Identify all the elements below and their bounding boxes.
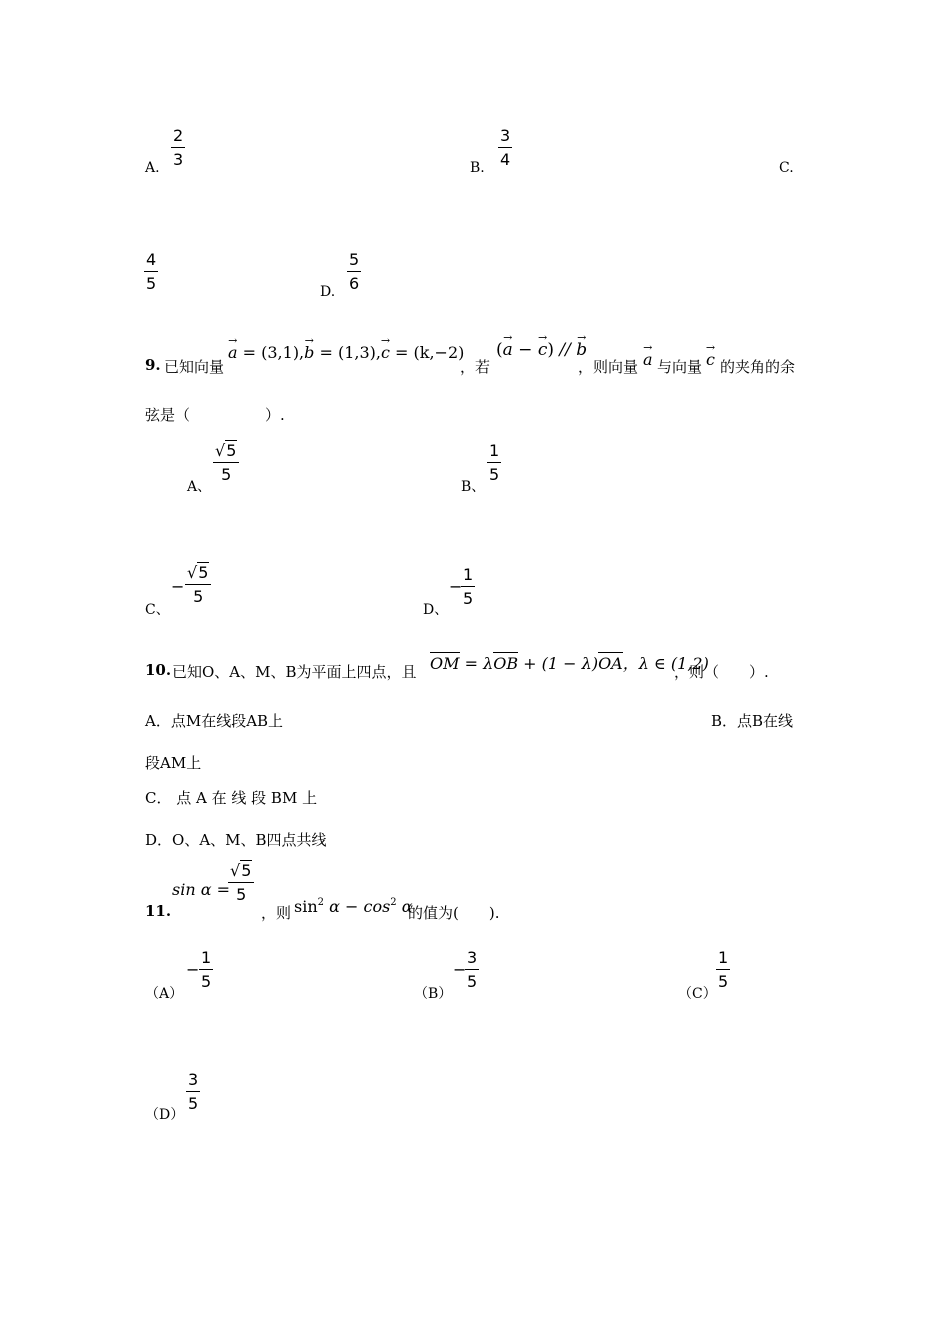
q9-if: ，若: [460, 358, 491, 376]
q11-number: 11.: [145, 902, 172, 920]
q9-vectors-formula: → a = (3,1),→ b = (1,3),→ c = (k,−2): [228, 343, 464, 362]
q9-option-d-minus: −: [449, 577, 463, 596]
q9-stem-1: 已知向量: [164, 358, 225, 376]
q10-option-b: B．点B在线: [711, 712, 794, 730]
q11-option-c-fraction: 1 5: [718, 948, 729, 991]
q9-stem-2: ，则向量: [578, 358, 639, 376]
q9-option-c-minus: −: [171, 577, 185, 596]
q8-option-a-fraction: 2 3: [173, 126, 184, 169]
q11-stem-2: 的值为( ).: [408, 904, 500, 922]
q9-option-b-label: B、: [461, 479, 486, 495]
q11-option-a-minus: −: [186, 960, 200, 979]
q11-given-fraction: √5 5: [228, 863, 254, 903]
q9-stem-4: 的夹角的余: [720, 358, 796, 376]
q8-option-b-fraction: 3 4: [500, 126, 511, 169]
q10-option-d: D．O、A、M、B四点共线: [145, 831, 327, 849]
q11-sin-alpha: sin α =: [172, 880, 231, 899]
q9-number: 9.: [145, 356, 161, 374]
q10-option-b-cont: 段AM上: [145, 754, 202, 772]
q8-option-c-fraction: 4 5: [146, 250, 157, 293]
q11-stem-1: ，则: [261, 904, 292, 922]
q9-stem-5: 弦是（ ）.: [145, 406, 285, 424]
q10-stem-2: ，则（ ）.: [674, 663, 769, 681]
q11-option-d-fraction: 3 5: [188, 1070, 199, 1113]
q11-option-b-minus: −: [453, 960, 467, 979]
q9-stem-3: 与向量: [657, 358, 703, 376]
q10-option-a: A．点M在线段AB上: [145, 712, 284, 730]
q8-option-c-label: C.: [779, 160, 794, 176]
q9-option-d-fraction: 1 5: [463, 565, 474, 608]
q9-option-d-label: D、: [423, 602, 449, 618]
q9-option-a-fraction: √5 5: [213, 443, 239, 483]
q10-option-c: C． 点 A 在 线 段 BM 上: [145, 789, 318, 807]
q9-condition-formula: (→ a − → c) // → b: [496, 340, 587, 360]
q11-option-d-label: （D）: [145, 1107, 185, 1123]
q10-number: 10.: [145, 661, 172, 679]
q9-option-b-fraction: 1 5: [489, 441, 500, 484]
q9-option-c-fraction: √5 5: [185, 565, 211, 605]
q8-option-a-label: A.: [145, 160, 160, 176]
q10-stem-1: 已知O、A、M、B为平面上四点，且: [172, 663, 417, 681]
q11-option-b-fraction: 3 5: [467, 948, 478, 991]
q11-option-a-fraction: 1 5: [201, 948, 212, 991]
q11-option-a-label: （A）: [145, 986, 184, 1002]
q11-expression: $\sin^2 \alpha - \cos^2 \alpha$: [294, 897, 413, 916]
q10-formula: OM = λOB + (1 − λ)OA，λ ∈ (1,2): [430, 654, 709, 673]
q11-option-c-label: （C）: [678, 986, 717, 1002]
q11-option-b-label: （B）: [414, 986, 453, 1002]
q9-option-a-label: A、: [187, 479, 212, 495]
q9-vector-a: → a: [643, 350, 653, 369]
q8-option-d-label: D.: [320, 284, 336, 300]
q8-option-b-label: B.: [470, 160, 485, 176]
q9-vector-c: → c: [706, 350, 715, 369]
q8-option-d-fraction: 5 6: [349, 250, 360, 293]
q9-option-c-label: C、: [145, 602, 170, 618]
